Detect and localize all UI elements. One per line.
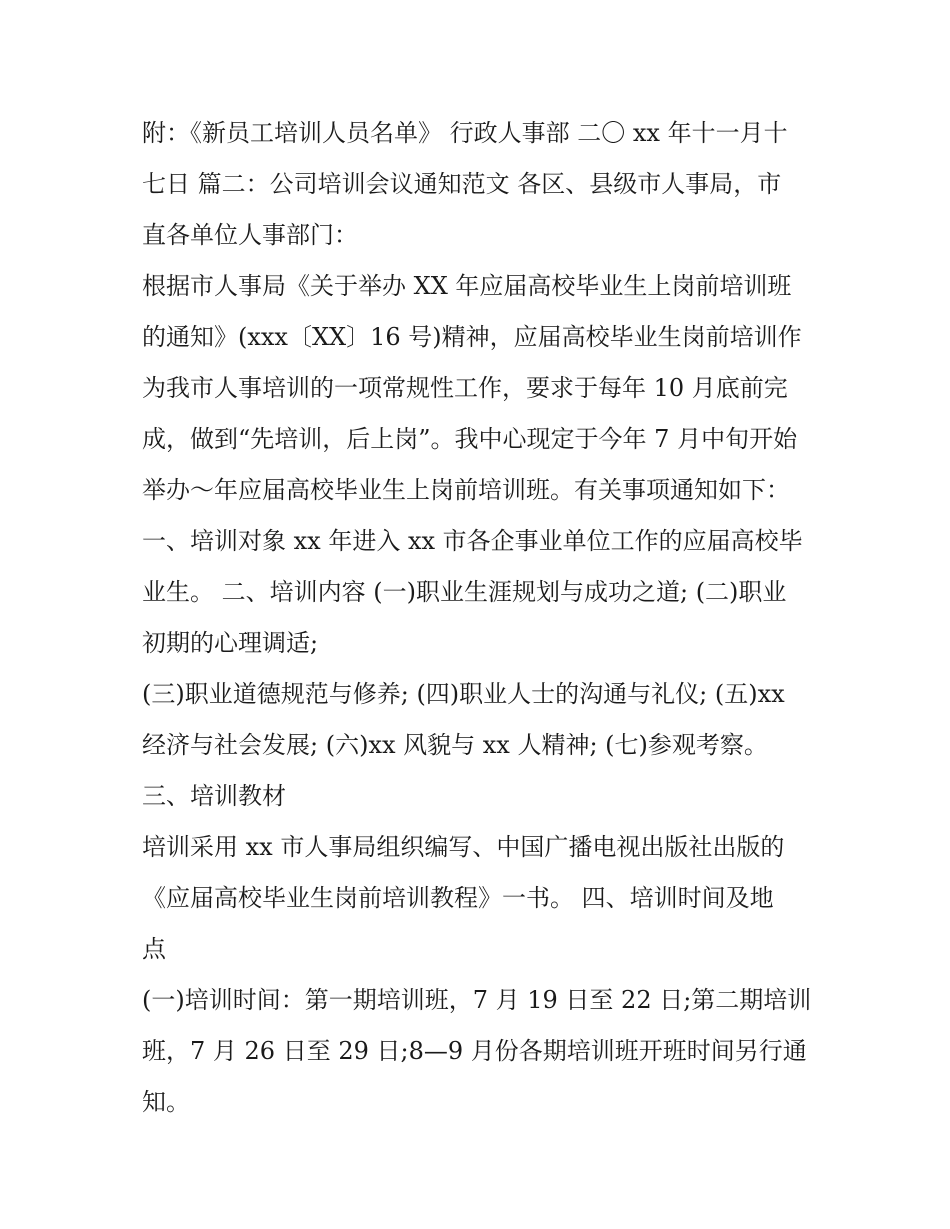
text-line-14: 三、培训教材 <box>142 782 286 810</box>
text-line-13: 经济与社会发展; (六)xx 风貌与 xx 人精神; (七)参观考察。 <box>142 731 768 759</box>
document-body-text <box>142 108 822 1128</box>
text-line-10: 业生。 二、培训内容 (一)职业生涯规划与成功之道; (二)职业 <box>142 578 787 606</box>
text-line-12: (三)职业道德规范与修养; (四)职业人士的沟通与礼仪; (五)xx <box>142 680 785 708</box>
text-line-6: 为我市人事培训的一项常规性工作，要求于每年 10 月底前完 <box>142 374 788 402</box>
text-line-18: (一)培训时间：第一期培训班，7 月 19 日至 22 日;第二期培训 <box>142 986 812 1014</box>
text-line-1: 附：《新员工培训人员名单》 行政人事部 二〇 xx 年十一月十 <box>142 119 788 147</box>
text-line-5: 的通知》(xxx〔XX〕16 号)精神，应届高校毕业生岗前培训作 <box>142 323 802 351</box>
text-line-20: 知。 <box>142 1088 190 1116</box>
text-line-2: 七日 篇二：公司培训会议通知范文 各区、县级市人事局，市 <box>142 170 782 198</box>
text-line-9: 一、培训对象 xx 年进入 xx 市各企事业单位工作的应届高校毕 <box>142 527 803 555</box>
text-line-15: 培训采用 xx 市人事局组织编写、中国广播电视出版社出版的 <box>142 833 785 861</box>
text-line-3: 直各单位人事部门： <box>142 221 358 249</box>
text-line-17: 点 <box>142 935 166 963</box>
text-line-11: 初期的心理调适; <box>142 629 319 657</box>
text-line-7: 成，做到“先培训，后上岗”。我中心现定于今年 7 月中旬开始 <box>142 425 798 453</box>
text-line-4: 根据市人事局《关于举办 XX 年应届高校毕业生上岗前培训班 <box>142 272 792 300</box>
text-line-8: 举办～年应届高校毕业生上岗前培训班。有关事项通知如下： <box>142 476 790 504</box>
text-line-19: 班，7 月 26 日至 29 日;8—9 月份各期培训班开班时间另行通 <box>142 1037 807 1065</box>
text-line-16: 《应届高校毕业生岗前培训教程》一书。 四、培训时间及地 <box>142 884 774 912</box>
